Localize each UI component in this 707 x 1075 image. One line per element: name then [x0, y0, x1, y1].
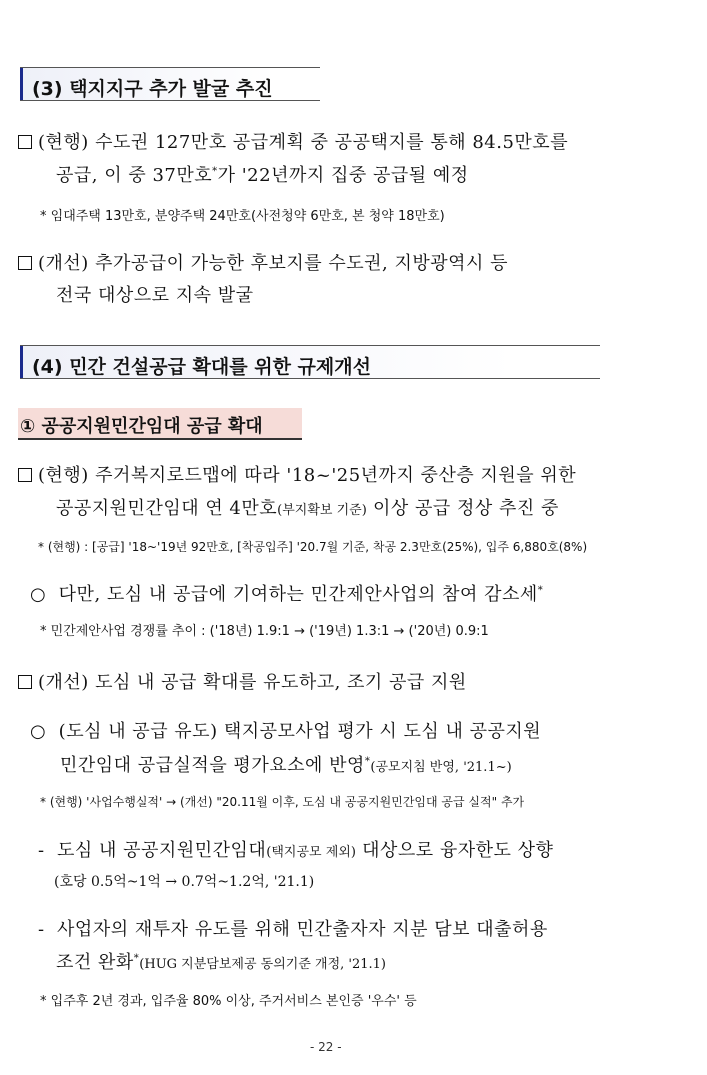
dash-bullet-icon: -	[38, 840, 45, 861]
induce-line2: 민간임대 공급실적을 평가요소에 반영*(공모지침 반영, '21.1~)	[60, 755, 512, 776]
s3-current-line1: (현행) 수도권 127만호 공급계획 중 공공택지를 통해 84.5만호를	[18, 128, 568, 154]
section-3-header	[20, 67, 320, 101]
section-3-title: (3) 택지지구 추가 발굴 추진	[32, 78, 273, 100]
s4-current-line2: 공공지원민간임대 연 4만호(부지확보 기준) 이상 공급 정상 추진 중	[56, 498, 559, 519]
dash1-line2: (호당 0.5억~1억 → 0.7억~1.2억, '21.1)	[54, 874, 315, 890]
dash2-line1: - 사업자의 재투자 유도를 위해 민간출자자 지분 담보 대출허용	[38, 919, 548, 940]
circle-bullet-icon: ○	[30, 584, 47, 605]
induce-note: * (현행) '사업수행실적' → (개선) "20.11월 이후, 도심 내 공공지원민간임대 공급 실적" 추가	[40, 795, 525, 809]
s4-current-line1: (현행) 주거복지로드맵에 따라 '18~'25년까지 중산층 지원을 위한	[18, 461, 576, 487]
subsection-1-title: ① 공공지원민간임대 공급 확대	[20, 416, 263, 437]
dash1-line1: - 도심 내 공공지원민간임대(택지공모 제외) 대상으로 융자한도 상향	[38, 840, 554, 861]
s3-current-note: * 임대주택 13만호, 분양주택 24만호(사전청약 6만호, 본 청약 18만호)	[40, 209, 445, 224]
section-header-accent	[20, 346, 23, 378]
square-bullet-icon	[18, 675, 32, 689]
section-header-accent	[20, 68, 23, 100]
subsection-1-header	[18, 408, 302, 440]
dash-bullet-icon: -	[38, 919, 45, 940]
s4-improve-line: (개선) 도심 내 공급 확대를 유도하고, 조기 공급 지원	[18, 668, 467, 694]
induce-line1: ○ (도심 내 공급 유도) 택지공모사업 평가 시 도심 내 공공지원	[30, 721, 542, 742]
square-bullet-icon	[18, 468, 32, 482]
s3-current-line2: 공급, 이 중 37만호*가 '22년까지 집중 공급될 예정	[56, 165, 469, 186]
square-bullet-icon	[18, 135, 32, 149]
s4-current-note: * (현행) : [공급] '18~'19년 92만호, [착공입주] '20.7월 기준, 착공 2.3만호(25%), 입주 6,880호(8%)	[38, 540, 588, 554]
s3-improve-line1: (개선) 추가공급이 가능한 후보지를 수도권, 지방광역시 등	[18, 249, 508, 275]
dash2-note: * 입주후 2년 경과, 입주율 80% 이상, 주거서비스 본인증 '우수' 등	[40, 994, 417, 1009]
section-4-header	[20, 345, 600, 379]
dash2-line2: 조건 완화*(HUG 지분담보제공 동의기준 개정, '21.1)	[56, 952, 386, 973]
circle-bullet-icon: ○	[30, 721, 47, 742]
page-number: - 22 -	[310, 1040, 342, 1054]
s3-improve-line2: 전국 대상으로 지속 발굴	[56, 285, 254, 306]
section-4-title: (4) 민간 건설공급 확대를 위한 규제개선	[32, 356, 371, 378]
square-bullet-icon	[18, 256, 32, 270]
s4-however-line: ○ 다만, 도심 내 공급에 기여하는 민간제안사업의 참여 감소세*	[30, 584, 544, 605]
s4-however-note: * 민간제안사업 경쟁률 추이 : ('18년) 1.9:1 → ('19년) 1.3:1 → ('20년) 0.9:1	[40, 624, 489, 639]
